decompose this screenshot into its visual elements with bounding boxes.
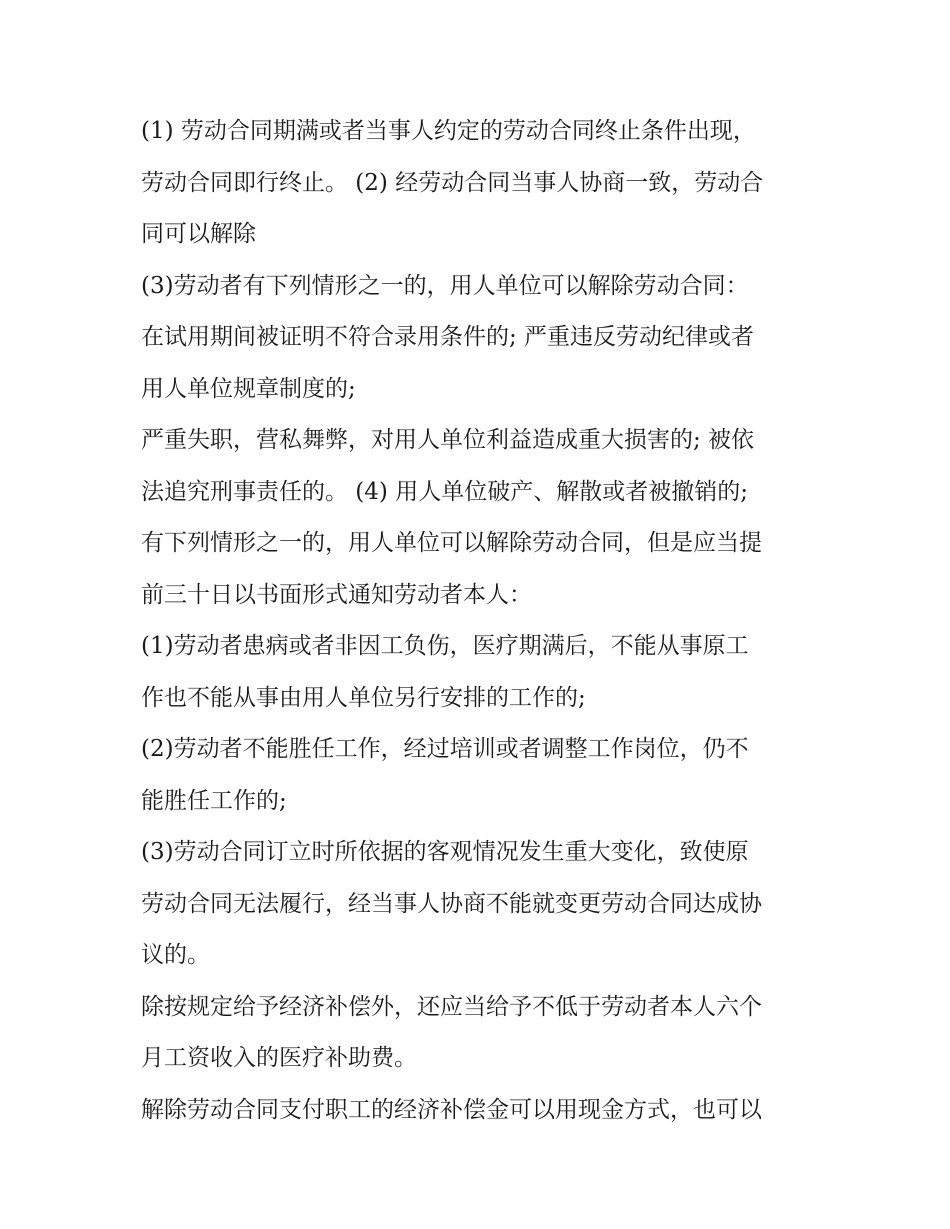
text-line: 劳动合同即行终止。 (2) 经劳动合同当事人协商一致，劳动合 xyxy=(141,169,764,196)
text-line: 同可以解除 xyxy=(141,221,256,247)
text-line: 有下列情形之一的，用人单位可以解除劳动合同，但是应当提 xyxy=(141,530,762,556)
text-line: 议的。 xyxy=(141,942,210,968)
document-body xyxy=(141,106,831,1136)
text-line: (1)劳动者患病或者非因工负伤，医疗期满后，不能从事原工 xyxy=(141,633,749,659)
text-line: 法追究刑事责任的。 (4) 用人单位破产、解散或者被撤销的; xyxy=(141,478,748,505)
text-line: (1) 劳动合同期满或者当事人约定的劳动合同终止条件出现， xyxy=(141,118,756,144)
text-line: 能胜任工作的; xyxy=(141,787,287,814)
text-line: 月工资收入的医疗补助费。 xyxy=(141,1045,417,1071)
text-line: (2)劳动者不能胜任工作，经过培训或者调整工作岗位，仍不 xyxy=(141,736,749,762)
text-line: (3)劳动合同订立时所依据的客观情况发生重大变化，致使原 xyxy=(141,839,749,865)
text-line: 在试用期间被证明不符合录用条件的; 严重违反劳动纪律或者 xyxy=(141,324,755,350)
text-line: (3)劳动者有下列情形之一的，用人单位可以解除劳动合同： xyxy=(141,272,749,299)
text-line: 前三十日以书面形式通知劳动者本人： xyxy=(141,581,532,608)
text-line: 解除劳动合同支付职工的经济补偿金可以用现金方式，也可以 xyxy=(141,1096,762,1123)
text-line: 作也不能从事由用人单位另行安排的工作的; xyxy=(141,684,586,711)
text-line: 除按规定给予经济补偿外，还应当给予不低于劳动者本人六个 xyxy=(141,993,762,1020)
text-line: 用人单位规章制度的; xyxy=(141,375,356,402)
text-line: 严重失职，营私舞弊，对用人单位利益造成重大损害的; 被依 xyxy=(141,427,755,453)
text-line: 劳动合同无法履行，经当事人协商不能就变更劳动合同达成协 xyxy=(141,890,762,917)
